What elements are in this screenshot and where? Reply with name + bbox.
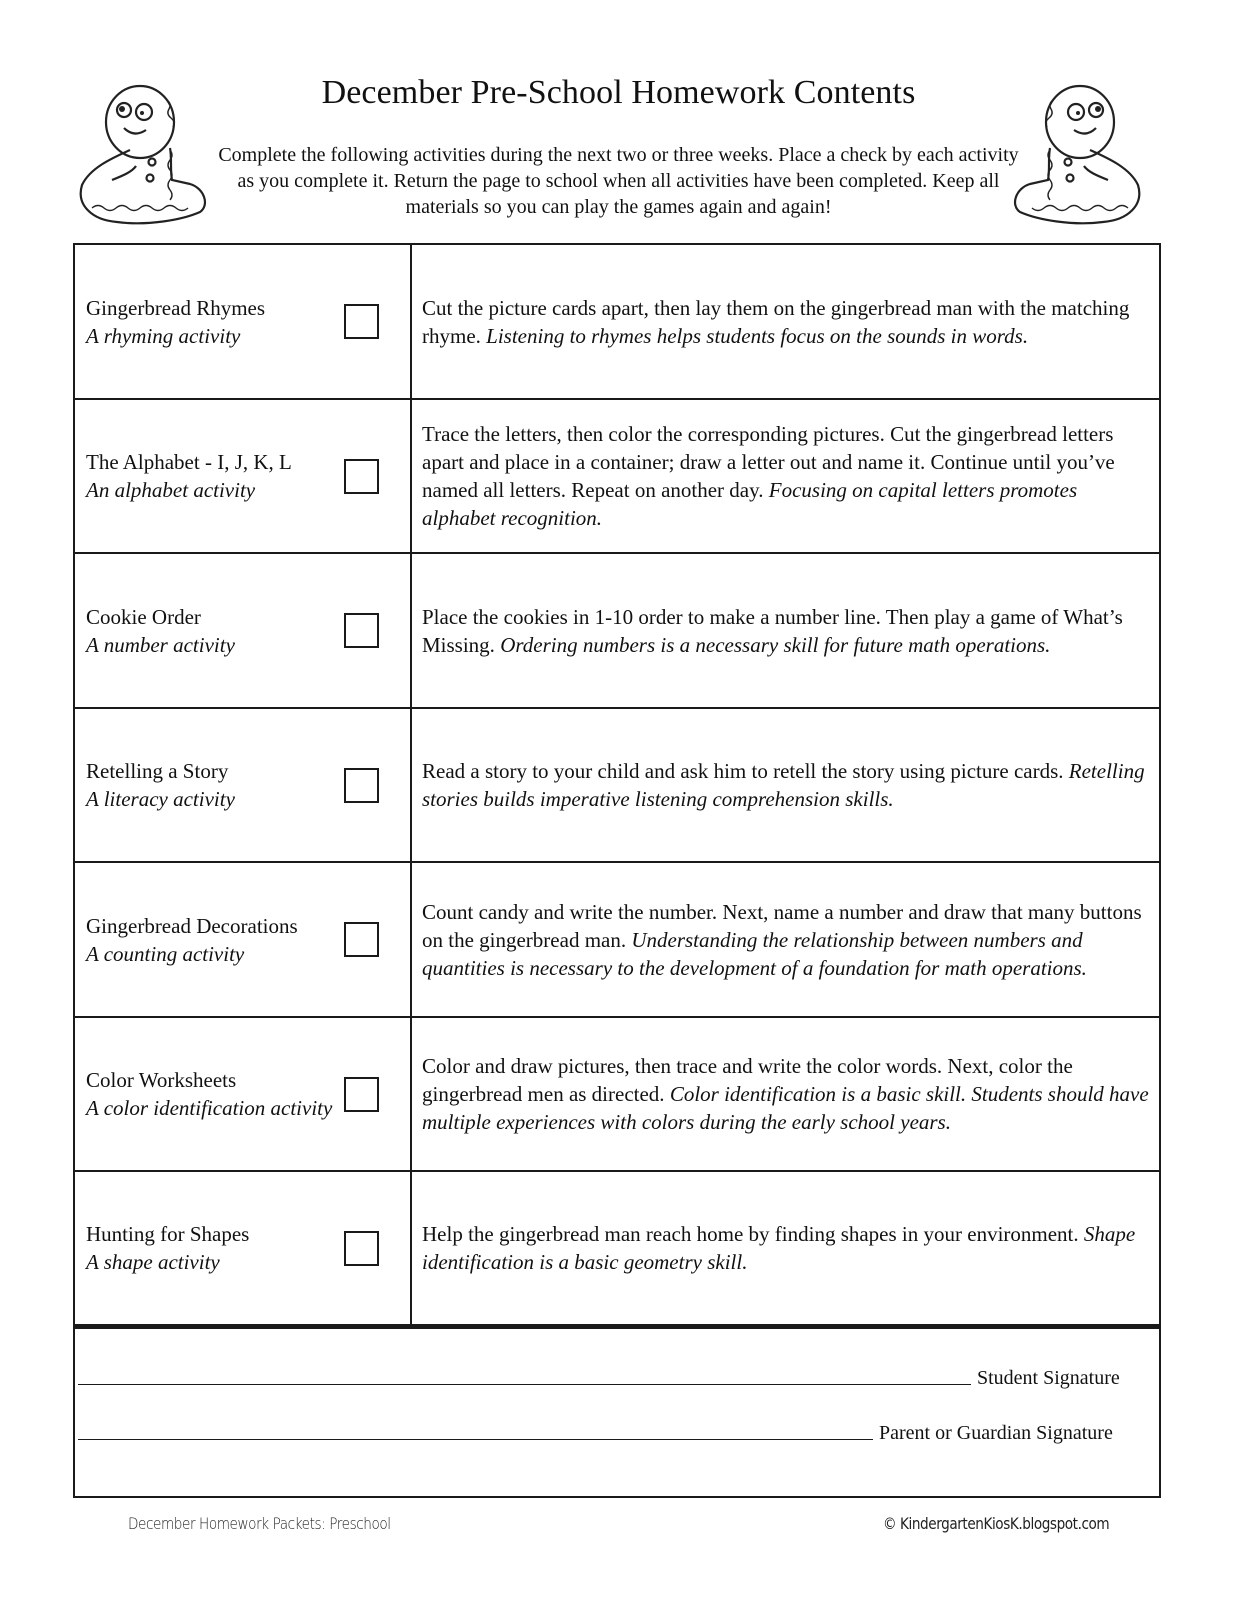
table-row: [75, 554, 1159, 709]
completion-checkbox[interactable]: [344, 1077, 379, 1112]
signature-section: [73, 1319, 1161, 1498]
activity-instructions: Help the gingerbread man reach home by finding shapes in your environment.: [422, 1222, 1079, 1246]
activity-rationale: Listening to rhymes helps students focus on the sounds in words.: [486, 323, 1029, 348]
description-cell: [412, 400, 1159, 552]
completion-checkbox[interactable]: [344, 613, 379, 648]
activity-rationale: Color identification is a basic skill. Students should have multiple experiences with colors during the early school years.: [422, 1082, 1149, 1134]
activity-rationale: Retelling stories builds imperative listening comprehension skills.: [422, 759, 1145, 811]
description-cell: [412, 245, 1159, 398]
page-title: December Pre-School Homework Contents: [321, 74, 916, 111]
activity-cell: [75, 1018, 412, 1170]
table-row: [75, 1172, 1159, 1327]
parent-signature-line[interactable]: [78, 1439, 873, 1440]
activity-type: A rhyming activity: [86, 323, 241, 348]
table-row: [75, 709, 1159, 863]
completion-checkbox[interactable]: [344, 459, 379, 494]
parent-signature-row: [78, 1422, 1151, 1444]
activity-instructions: Trace the letters, then color the corresponding pictures. Cut the gingerbread letters apart and place in a container; draw a letter out and name it. Continue until you’ve named all letters. Repeat on another day.: [422, 422, 1115, 502]
table-row: [75, 1018, 1159, 1172]
activity-instructions: Color and draw pictures, then trace and write the color words. Next, color the gingerbread men as directed.: [422, 1054, 1073, 1106]
page-header: [0, 0, 1237, 240]
activity-name: The Alphabet - I, J, K, L: [86, 450, 292, 474]
description-cell: [412, 709, 1159, 861]
activity-rationale: Ordering numbers is a necessary skill for future math operations.: [500, 632, 1051, 657]
activity-instructions: Read a story to your child and ask him to retell the story using picture cards.: [422, 759, 1064, 783]
activity-type: A counting activity: [86, 941, 245, 966]
gingerbread-man-icon: [1008, 80, 1148, 230]
instructions-text: Complete the following activities during the next two or three weeks. Place a check by each activity as you complete it. Return the page to school when all activities have been completed. Keep all materials so you can play the games again and again!: [218, 144, 1019, 218]
description-cell: [412, 1018, 1159, 1170]
activity-instructions: Place the cookies in 1-10 order to make a number line. Then play a game of What’s Missing.: [422, 604, 1123, 657]
activity-type: A shape activity: [86, 1250, 220, 1274]
description-cell: [412, 1172, 1159, 1324]
activity-type: A color identification activity: [86, 1096, 333, 1120]
activities-table: [73, 243, 1161, 1329]
completion-checkbox[interactable]: [344, 304, 379, 339]
completion-checkbox[interactable]: [344, 922, 379, 957]
activity-instructions: Cut the picture cards apart, then lay them on the gingerbread man with the matching rhyme.: [422, 295, 1130, 348]
completion-checkbox[interactable]: [344, 768, 379, 803]
description-cell: [412, 554, 1159, 707]
footer-copyright: © KindergartenKiosK.blogspot.com: [882, 1514, 1109, 1533]
activity-name: Color Worksheets: [86, 1068, 237, 1092]
activity-type: A number activity: [86, 632, 235, 657]
table-row: [75, 245, 1159, 400]
activity-cell: [75, 245, 412, 398]
table-row: [75, 863, 1159, 1018]
activity-type: An alphabet activity: [86, 478, 256, 502]
footer-packet-title: December Homework Packets: Preschool: [128, 1514, 391, 1533]
activity-cell: [75, 554, 412, 707]
student-signature-row: [78, 1367, 1151, 1389]
activity-rationale: Understanding the relationship between numbers and quantities is necessary to the development of a foundation for math operations.: [422, 927, 1087, 980]
activity-rationale: Focusing on capital letters promotes alphabet recognition.: [422, 478, 1078, 530]
activity-name: Cookie Order: [86, 604, 201, 629]
activity-type: A literacy activity: [86, 787, 235, 811]
activity-name: Gingerbread Rhymes: [86, 295, 266, 320]
activity-instructions: Count candy and write the number. Next, name a number and draw that many buttons on the gingerbread man.: [422, 899, 1142, 952]
activity-cell: [75, 1172, 412, 1324]
description-cell: [412, 863, 1159, 1016]
activity-name: Retelling a Story: [86, 759, 229, 783]
activity-rationale: Shape identification is a basic geometry skill.: [422, 1222, 1136, 1274]
page-footer: [0, 1514, 1237, 1544]
activity-cell: [75, 709, 412, 861]
student-signature-label: Student Signature: [977, 1367, 1120, 1389]
activity-name: Gingerbread Decorations: [86, 913, 298, 938]
completion-checkbox[interactable]: [344, 1231, 379, 1266]
student-signature-line[interactable]: [78, 1384, 971, 1385]
activity-cell: [75, 863, 412, 1016]
activity-cell: [75, 400, 412, 552]
table-row: [75, 400, 1159, 554]
parent-signature-label: Parent or Guardian Signature: [879, 1422, 1113, 1444]
activity-name: Hunting for Shapes: [86, 1222, 250, 1246]
